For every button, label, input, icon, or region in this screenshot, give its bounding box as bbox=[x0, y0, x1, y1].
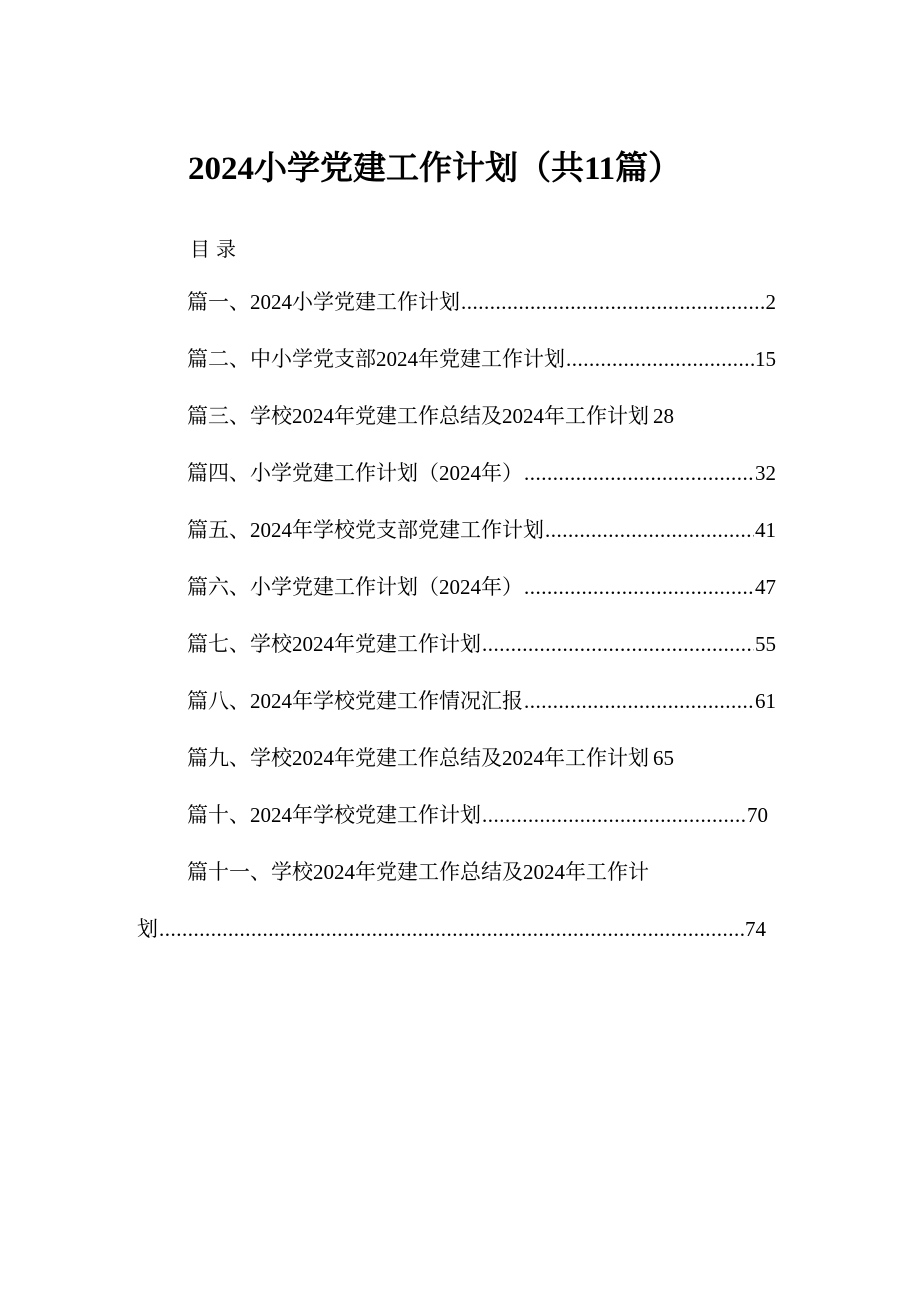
toc-dot-leader bbox=[524, 456, 754, 490]
toc-page-number: 2 bbox=[765, 290, 776, 314]
toc-entry-title: 篇九、学校2024年党建工作总结及2024年工作计划 bbox=[187, 746, 649, 770]
toc-entry-title: 篇八、2024年学校党建工作情况汇报 bbox=[187, 689, 523, 713]
toc-entry-2[interactable] bbox=[187, 342, 776, 376]
toc-entry-title: 篇二、中小学党支部2024年党建工作计划 bbox=[187, 347, 565, 371]
toc-page-number: 70 bbox=[747, 803, 768, 827]
toc-page-number: 55 bbox=[755, 632, 776, 656]
toc-entry-title: 篇三、学校2024年党建工作总结及2024年工作计划 bbox=[187, 404, 649, 428]
toc-entry-9[interactable] bbox=[187, 741, 747, 775]
toc-dot-leader bbox=[159, 912, 744, 946]
toc-dot-leader bbox=[482, 798, 746, 832]
toc-entry-title-continued: 划 bbox=[137, 917, 158, 941]
toc-page-number: 61 bbox=[755, 689, 776, 713]
toc-dot-leader bbox=[545, 513, 754, 547]
toc-dot-leader bbox=[482, 627, 754, 661]
toc-entry-title: 篇十一、学校2024年党建工作总结及2024年工作计 bbox=[187, 860, 649, 884]
toc-entry-11-continued[interactable] bbox=[137, 912, 766, 946]
toc-dot-leader bbox=[461, 285, 765, 319]
toc-page-number: 47 bbox=[755, 575, 776, 599]
toc-entry-5[interactable] bbox=[187, 513, 776, 547]
toc-entry-title: 篇十、2024年学校党建工作计划 bbox=[187, 803, 481, 827]
toc-page-number: 28 bbox=[653, 404, 674, 428]
toc-entry-7[interactable] bbox=[187, 627, 776, 661]
toc-page-number: 41 bbox=[755, 518, 776, 542]
toc-dot-leader bbox=[524, 684, 754, 718]
toc-entry-1[interactable] bbox=[187, 285, 776, 319]
toc-page-number: 74 bbox=[745, 917, 766, 941]
toc-heading: 目录 bbox=[190, 237, 242, 261]
toc-dot-leader bbox=[566, 342, 754, 376]
toc-page-number: 65 bbox=[653, 746, 674, 770]
toc-entry-10[interactable] bbox=[187, 798, 768, 832]
toc-entry-4[interactable] bbox=[187, 456, 776, 490]
toc-page-number: 32 bbox=[755, 461, 776, 485]
toc-entry-3[interactable] bbox=[187, 399, 747, 433]
toc-dot-leader bbox=[524, 570, 754, 604]
toc-entry-11[interactable] bbox=[187, 855, 727, 889]
toc-entry-title: 篇四、小学党建工作计划（2024年） bbox=[187, 461, 523, 485]
toc-entry-title: 篇六、小学党建工作计划（2024年） bbox=[187, 575, 523, 599]
toc-entry-title: 篇一、2024小学党建工作计划 bbox=[187, 290, 460, 314]
toc-entry-title: 篇五、2024年学校党支部党建工作计划 bbox=[187, 518, 544, 542]
toc-entry-8[interactable] bbox=[187, 684, 776, 718]
toc-page-number: 15 bbox=[755, 347, 776, 371]
toc-entry-title: 篇七、学校2024年党建工作计划 bbox=[187, 632, 481, 656]
document-title: 2024小学党建工作计划（共11篇） bbox=[188, 151, 682, 187]
toc-entry-6[interactable] bbox=[187, 570, 776, 604]
